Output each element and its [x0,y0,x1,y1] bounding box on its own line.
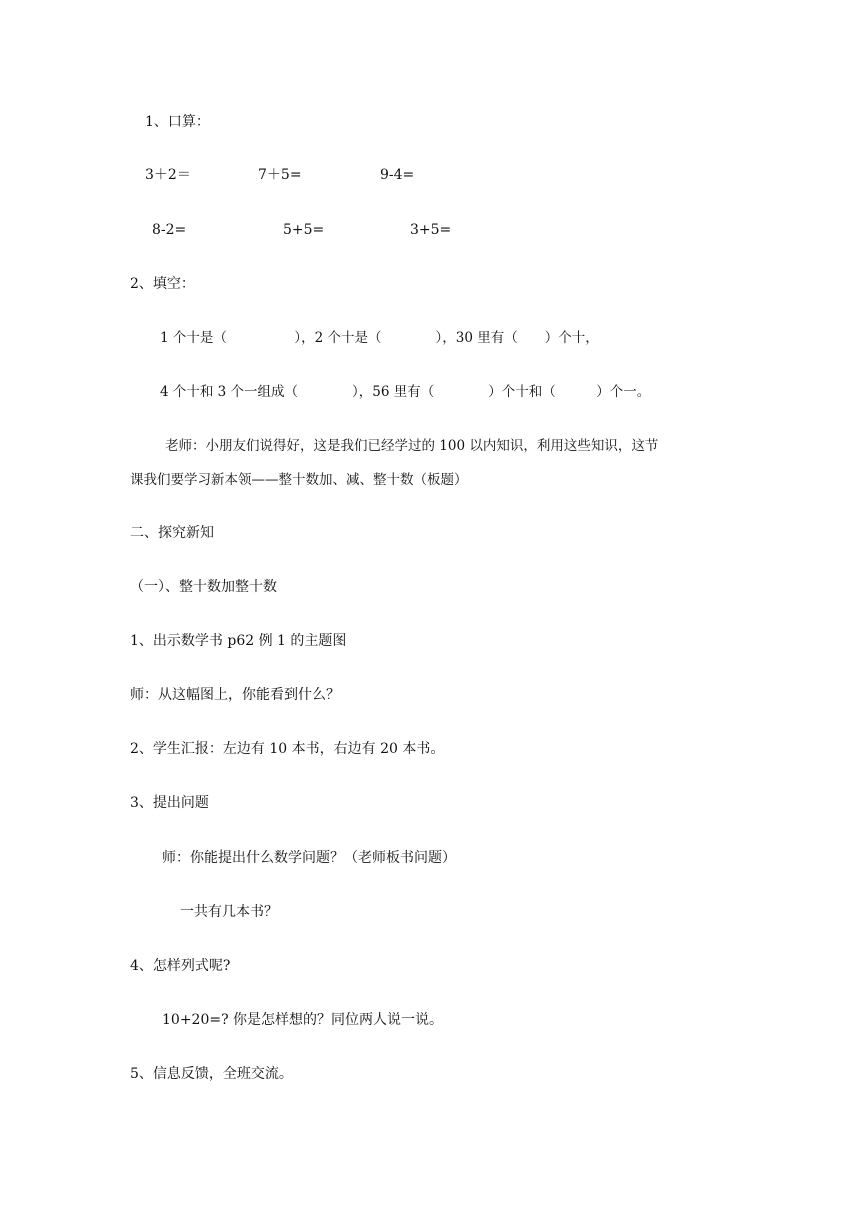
oral-calc-item: 3+5= [410,222,452,238]
oral-calc-item: 5+5= [283,222,325,238]
list-item: 师：从这幅图上，你能看到什么？ [130,687,340,703]
list-item: 5、信息反馈，全班交流。 [130,1066,293,1082]
list-item: 10+20=? 你是怎样想的？同位两人说一说。 [162,1012,444,1028]
teacher-intro-line: 课我们要学习新本领——整十数加、减、整十数（板题） [130,472,468,488]
list-item: 一共有几本书？ [180,904,278,920]
oral-calc-item: 3＋2＝ [145,167,191,183]
list-item: 4、怎样列式呢? [130,958,231,974]
fill-blank-heading: 2、填空： [130,276,195,292]
teacher-intro-line: 老师：小朋友们说得好，这是我们已经学过的 100 以内知识，利用这些知识，这节 [165,438,659,454]
list-item: 师：你能提出什么数学问题？（老师板书问题） [162,850,456,866]
fill-blank-line: 1 个十是（ ），2 个十是（ ），30 里有（ ）个十， [160,330,599,346]
list-item: 3、提出问题 [130,795,209,811]
list-item: 1、出示数学书 p62 例 1 的主题图 [130,633,347,649]
oral-calc-item: 8-2= [152,222,187,238]
section-heading: 二、探究新知 [130,525,214,541]
oral-calc-heading: 1、口算： [145,114,210,130]
oral-calc-item: 7＋5= [258,167,302,183]
sub-section-heading: （一）、整十数加整十数 [130,579,277,595]
fill-blank-line: 4 个十和 3 个一组成（ ），56 里有（ ）个十和（ ）个一。 [160,384,651,400]
oral-calc-item: 9-4= [380,167,415,183]
list-item: 2、学生汇报：左边有 10 本书，右边有 20 本书。 [130,741,445,757]
